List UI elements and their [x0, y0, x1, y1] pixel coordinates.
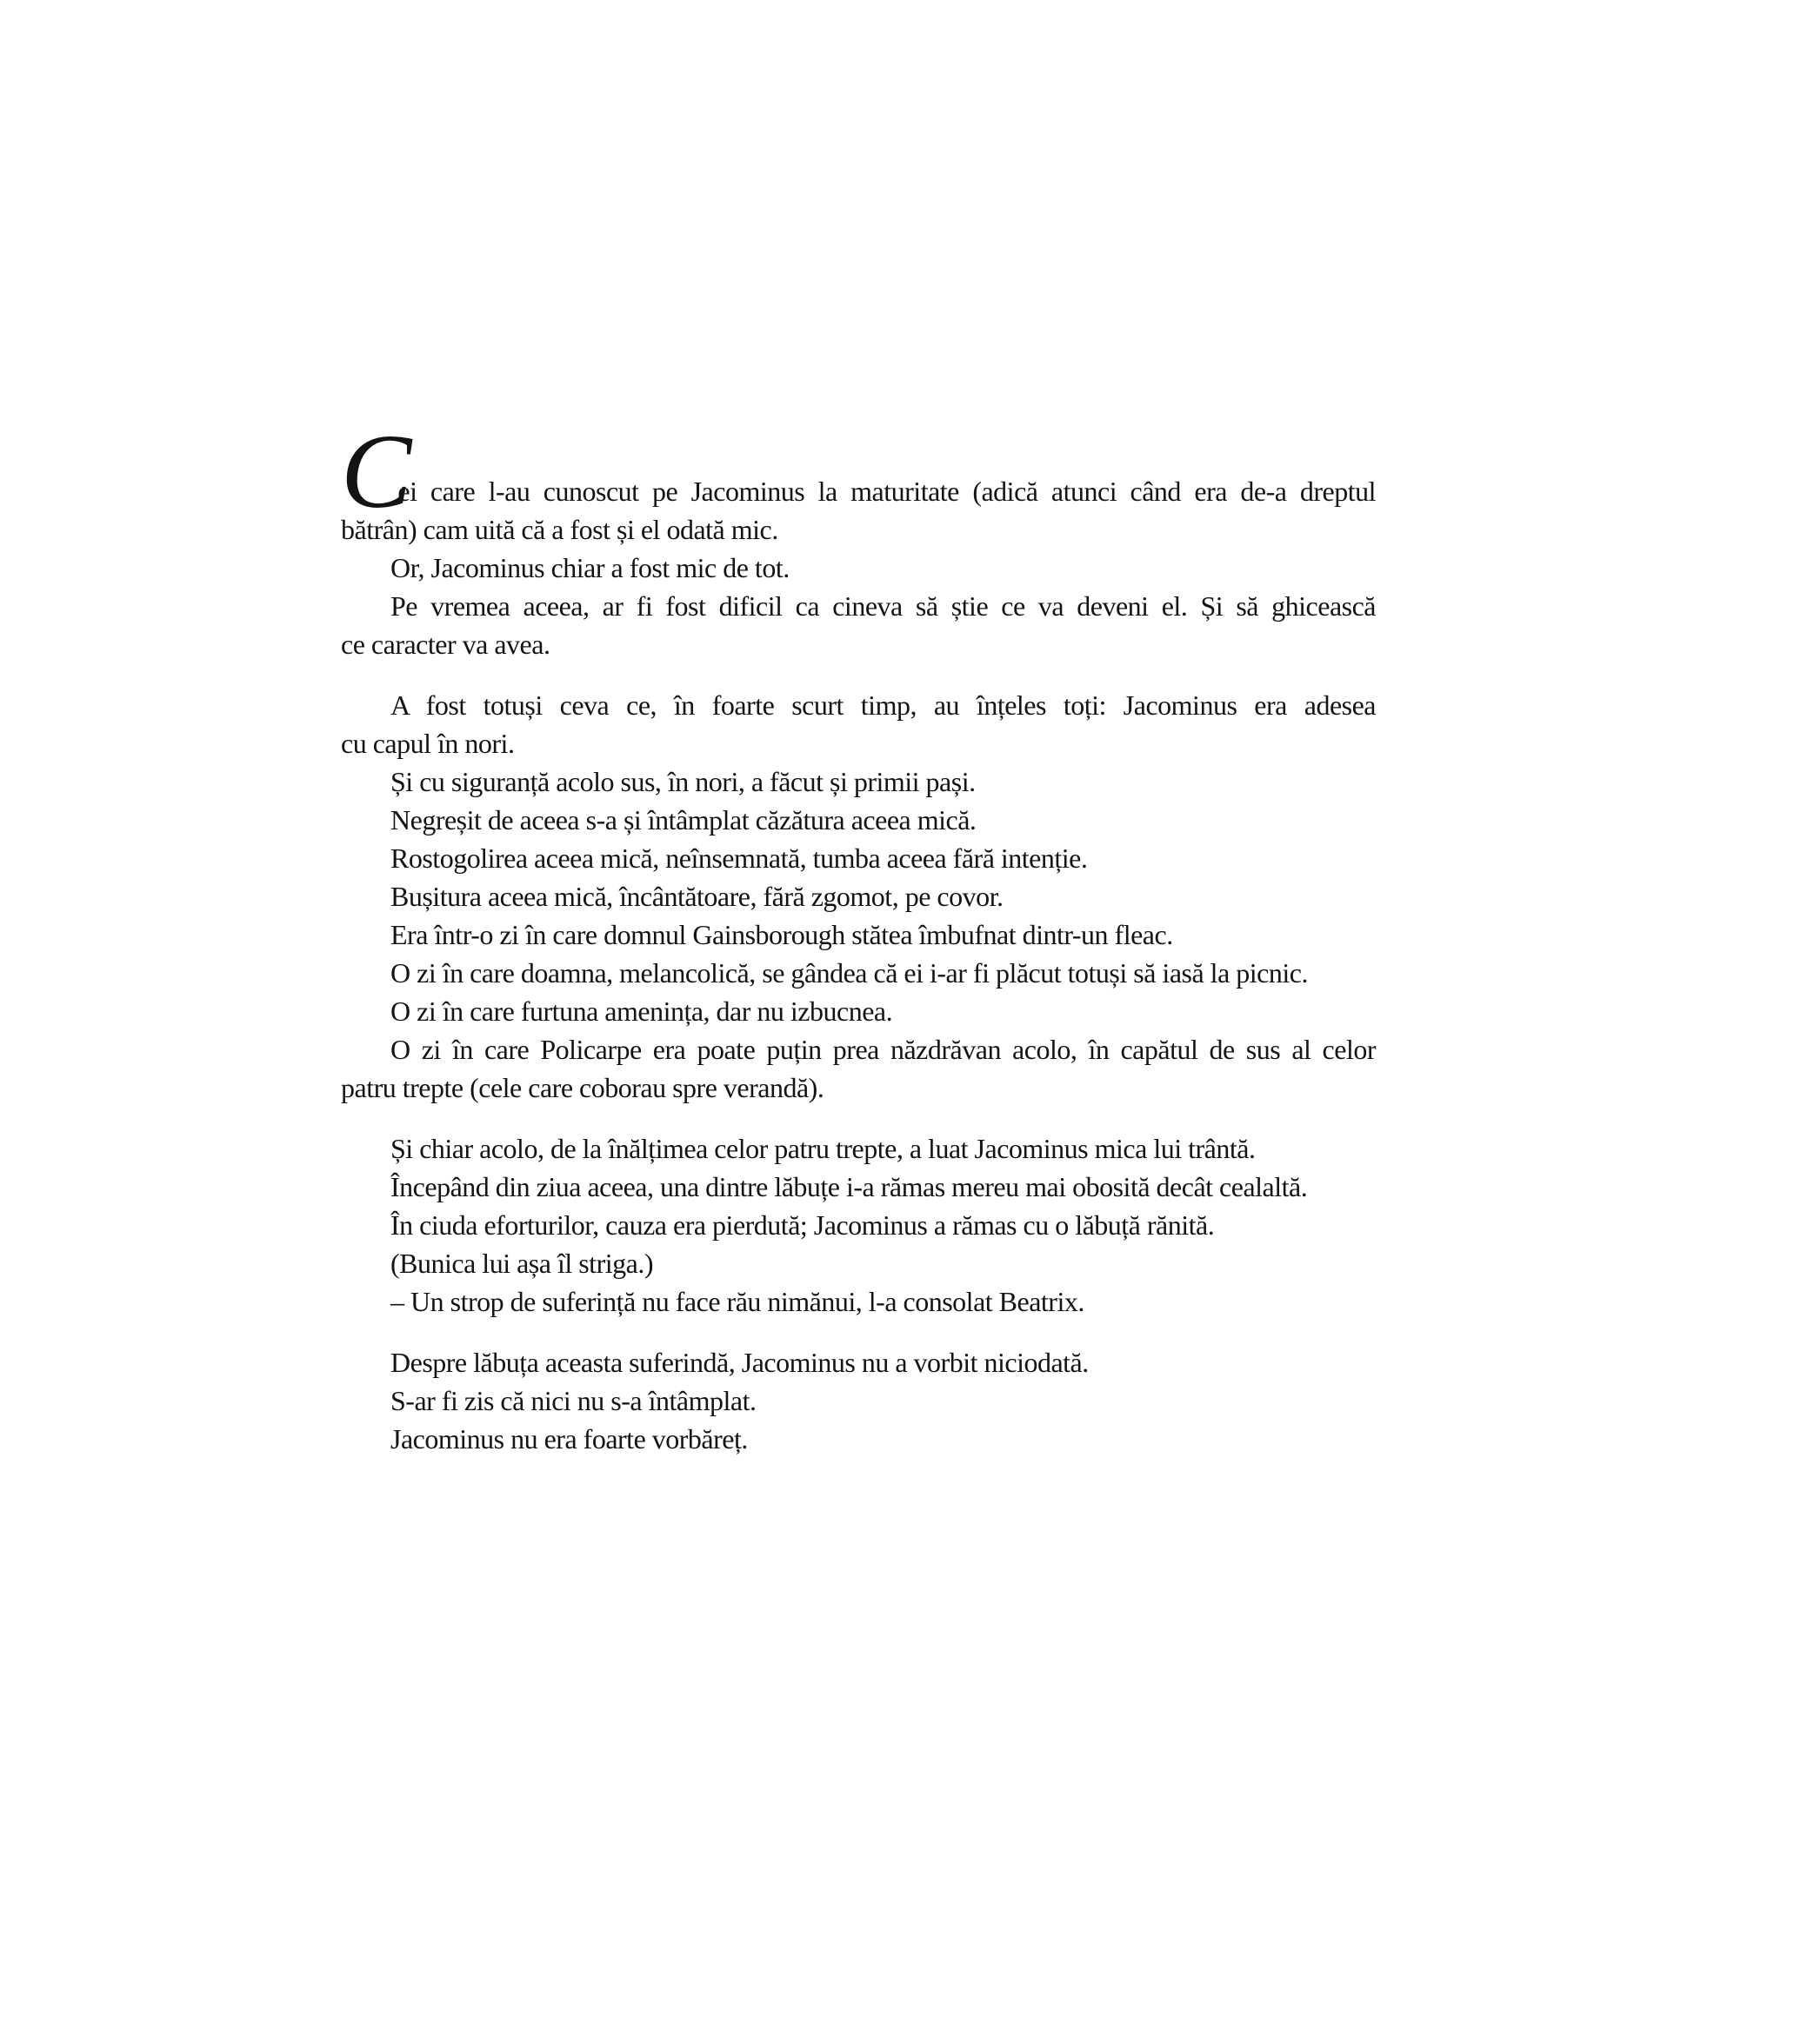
paragraph: [341, 954, 1376, 992]
paragraph: [341, 839, 1376, 877]
text-line: [341, 839, 1376, 877]
text-line: [341, 625, 1376, 663]
drop-cap-letter: C: [341, 413, 412, 530]
text-line: [341, 1343, 1376, 1382]
text-line-content: – Un strop de suferință nu face rău nimănui, l-a consolat Beatrix.: [390, 1286, 1084, 1317]
text-line: [341, 1206, 1376, 1244]
text-line-content: bătrân) cam uită că a fost și el odată mic.: [341, 514, 778, 545]
text-line-content: Or, Jacominus chiar a fost mic de tot.: [390, 552, 790, 583]
paragraph: [341, 762, 1376, 801]
paragraph: [341, 1282, 1376, 1321]
text-line: [341, 510, 1376, 549]
text-line-content: Jacominus nu era foarte vorbăreț.: [390, 1423, 748, 1455]
text-column: [341, 413, 1376, 1458]
text-line: [341, 1282, 1376, 1321]
text-line: [341, 954, 1376, 992]
text-line-content: ei care l-au cunoscut pe Jacominus la maturitate (adică atunci când era de-a dreptul: [397, 476, 1376, 507]
paragraph: [341, 992, 1376, 1030]
paragraph: [341, 1420, 1376, 1458]
paragraph: [341, 1244, 1376, 1282]
text-line: [341, 915, 1376, 954]
text-line: [341, 1382, 1376, 1420]
paragraph: [341, 1129, 1376, 1168]
text-line-content: Începând din ziua aceea, una dintre lăbuțe i-a rămas mereu mai obosită decât cealaltă.: [390, 1171, 1308, 1202]
text-line-content: O zi în care furtuna amenința, dar nu izbucnea.: [390, 995, 893, 1027]
text-line: [341, 724, 1376, 762]
text-line: [341, 1420, 1376, 1458]
text-line: [341, 1168, 1376, 1206]
text-line: [341, 992, 1376, 1030]
paragraph: [341, 587, 1376, 663]
paragraph: [341, 549, 1376, 587]
text-line: [341, 1244, 1376, 1282]
text-line-content: Negreșit de aceea s-a și întâmplat căzătura aceea mică.: [390, 804, 977, 836]
text-line: [341, 587, 1376, 625]
paragraph: [341, 801, 1376, 839]
text-line-content: În ciuda eforturilor, cauza era pierdută; Jacominus a rămas cu o lăbuță rănită.: [390, 1209, 1215, 1241]
text-line-content: patru trepte (cele care coborau spre verandă).: [341, 1072, 824, 1103]
text-line-content: Bușitura aceea mică, încântătoare, fără zgomot, pe covor.: [390, 881, 1004, 912]
paragraph: [341, 1030, 1376, 1107]
text-line-content: Rostogolirea aceea mică, neînsemnată, tumba aceea fără intenție.: [390, 842, 1088, 874]
paragraph: [341, 915, 1376, 954]
paragraph: [341, 686, 1376, 762]
text-line: [341, 762, 1376, 801]
text-line-content: Era într-o zi în care domnul Gainsborough stătea îmbufnat dintr-un fleac.: [390, 919, 1173, 950]
text-line: [341, 549, 1376, 587]
paragraph: [341, 1168, 1376, 1206]
text-line-content: A fost totuși ceva ce, în foarte scurt timp, au înțeles toți: Jacominus era adesea: [390, 689, 1376, 721]
text-line: [341, 1069, 1376, 1107]
text-line: [341, 686, 1376, 724]
text-line-content: Despre lăbuța aceasta suferindă, Jacominus nu a vorbit niciodată.: [390, 1347, 1089, 1378]
text-line-content: Și chiar acolo, de la înălțimea celor patru trepte, a luat Jacominus mica lui trântă.: [390, 1133, 1256, 1164]
paragraph: [341, 877, 1376, 915]
text-line-content: (Bunica lui așa îl striga.): [390, 1248, 653, 1279]
text-line: [341, 1030, 1376, 1069]
paragraph: [341, 1382, 1376, 1420]
text-line-content: Și cu siguranță acolo sus, în nori, a făcut și primii pași.: [390, 766, 976, 797]
text-line: [341, 1129, 1376, 1168]
text-line-content: ce caracter va avea.: [341, 629, 550, 660]
paragraph: [341, 1343, 1376, 1382]
text-line-content: cu capul în nori.: [341, 728, 515, 759]
text-line-content: Pe vremea aceea, ar fi fost dificil ca cineva să știe ce va deveni el. Și să ghicească: [390, 590, 1376, 622]
paragraph: [341, 413, 1376, 549]
text-line-content: O zi în care Policarpe era poate puțin prea năzdrăvan acolo, în capătul de sus al celor: [390, 1034, 1376, 1065]
text-line-content: S-ar fi zis că nici nu s-a întâmplat.: [390, 1385, 757, 1416]
text-line-content: O zi în care doamna, melancolică, se gândea că ei i-ar fi plăcut totuși să iasă la picnic.: [390, 957, 1308, 989]
text-line: [341, 801, 1376, 839]
paragraph: [341, 1206, 1376, 1244]
text-line: [341, 877, 1376, 915]
